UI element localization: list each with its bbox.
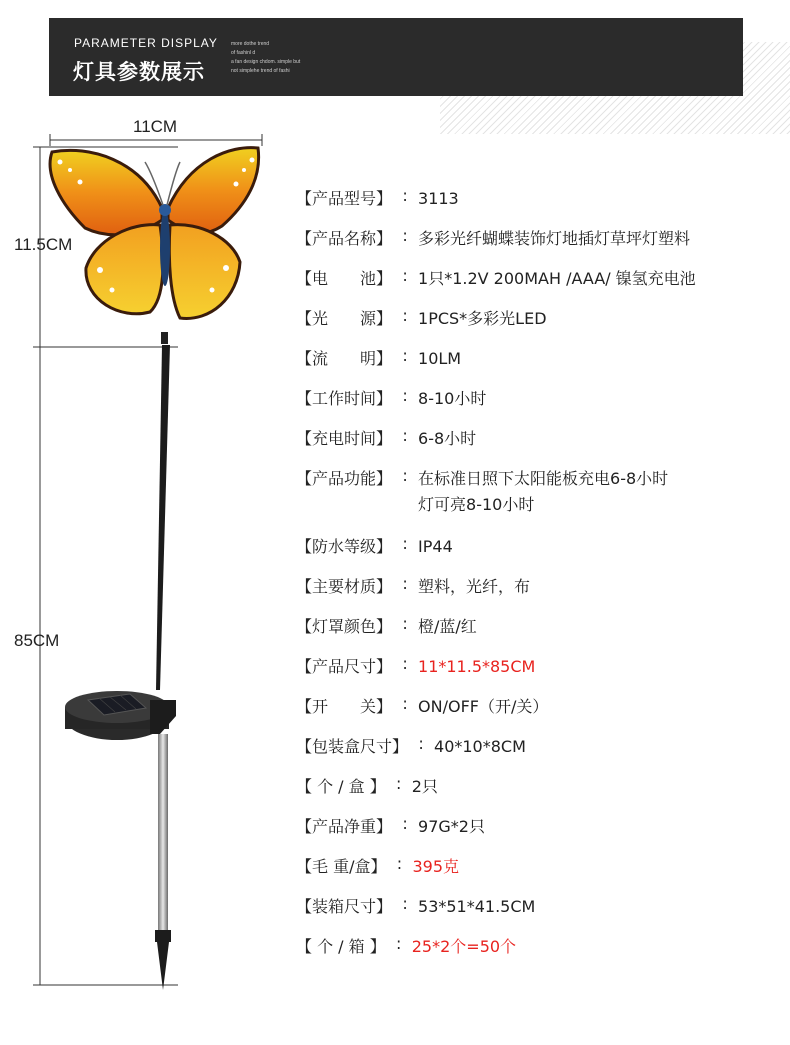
spec-label: 【开 关】 — [296, 697, 393, 716]
spec-label: 【电 池】 — [296, 269, 393, 288]
spec-value: 1PCS*多彩光LED — [418, 309, 547, 328]
spec-row-material — [296, 574, 530, 600]
header-small-line: more dothe trend — [231, 41, 270, 47]
spec-label: 【主要材质】 — [296, 577, 393, 596]
spec-row-battery — [296, 266, 696, 292]
spec-colon: : — [402, 186, 408, 205]
spec-colon: : — [402, 654, 408, 673]
spec-row-carton-size — [296, 894, 535, 920]
spec-colon: : — [402, 894, 408, 913]
spec-label: 【流 明】 — [296, 349, 393, 368]
spec-colon: : — [402, 614, 408, 633]
header-small-line: not simplehe trend of fashi — [231, 68, 290, 74]
spec-label: 【毛 重/盒】 — [296, 857, 387, 876]
spec-colon: : — [402, 266, 408, 285]
spec-colon: : — [396, 934, 402, 953]
spec-label: 【光 源】 — [296, 309, 393, 328]
spec-label: 【 个 / 盒 】 — [296, 777, 386, 796]
spec-colon: : — [402, 694, 408, 713]
solar-panel-icon — [65, 691, 176, 740]
spec-label: 【产品功能】 — [296, 469, 393, 488]
dimension-stake-height-label: 85CM — [14, 631, 60, 650]
spec-label: 【产品型号】 — [296, 189, 393, 208]
spec-label: 【产品名称】 — [296, 229, 393, 248]
spec-row-function — [296, 466, 668, 518]
spec-value: 25*2个=50个 — [411, 937, 517, 956]
spec-value: 6-8小时 — [418, 429, 477, 448]
spec-label: 【 个 / 箱 】 — [296, 937, 386, 956]
spec-colon: : — [402, 426, 408, 445]
spec-row-net-weight — [296, 814, 485, 840]
spec-value: 395克 — [412, 857, 460, 876]
spec-label: 【工作时间】 — [296, 389, 393, 408]
spec-colon: : — [402, 386, 408, 405]
spec-value: 1只*1.2V 200MAH /AAA/ 镍氢充电池 — [418, 269, 696, 288]
spec-row-charge-time — [296, 426, 476, 452]
spec-value: 3113 — [418, 189, 459, 208]
spec-value: 10LM — [418, 349, 462, 368]
spec-colon: : — [402, 346, 408, 365]
spec-colon: : — [396, 774, 402, 793]
spec-colon: : — [402, 226, 408, 245]
spec-value: IP44 — [418, 537, 453, 556]
header-title-en: PARAMETER DISPLAY — [74, 36, 218, 50]
spec-label: 【产品净重】 — [296, 817, 393, 836]
spec-row-model — [296, 186, 459, 212]
spec-row-per-box — [296, 774, 438, 800]
dimension-width-label: 11CM — [133, 117, 178, 136]
spec-label: 【防水等级】 — [296, 537, 393, 556]
spec-row-per-carton — [296, 934, 516, 960]
header-small-line: a fan design chdom. simple but — [231, 59, 301, 65]
spec-colon: : — [402, 574, 408, 593]
spec-value: 塑料，光纤，布 — [418, 577, 531, 596]
spec-colon: : — [396, 854, 403, 873]
spec-value: 在标准日照下太阳能板充电6-8小时 — [418, 469, 669, 488]
stake-lower — [155, 734, 171, 990]
spec-label: 【产品尺寸】 — [296, 657, 393, 676]
spec-value: 8-10小时 — [418, 389, 487, 408]
spec-row-waterproof — [296, 534, 453, 560]
spec-value-block — [418, 466, 668, 518]
stake-upper — [156, 332, 170, 690]
spec-row-lumen — [296, 346, 461, 372]
spec-row-light-source — [296, 306, 547, 332]
spec-label: 【灯罩颜色】 — [296, 617, 393, 636]
spec-row-size — [296, 654, 535, 680]
spec-value: 11*11.5*85CM — [418, 657, 536, 676]
spec-row-working-time — [296, 386, 486, 412]
spec-row-shade-color — [296, 614, 477, 640]
spec-colon: : — [402, 534, 408, 553]
spec-value: 97G*2只 — [418, 817, 485, 836]
spec-value: 53*51*41.5CM — [418, 897, 536, 916]
spec-row-name — [296, 226, 690, 252]
spec-value: 2只 — [411, 777, 438, 796]
spec-label: 【充电时间】 — [296, 429, 393, 448]
spec-colon: : — [402, 306, 408, 325]
spec-colon: : — [402, 814, 408, 833]
spec-label: 【装箱尺寸】 — [296, 897, 393, 916]
spec-row-switch — [296, 694, 548, 720]
spec-value: 橙/蓝/红 — [418, 617, 477, 636]
spec-value-line2: 灯可亮8-10小时 — [418, 495, 535, 514]
spec-colon: : — [418, 734, 424, 753]
spec-value: ON/OFF（开/关） — [418, 697, 549, 716]
spec-row-gross-weight — [296, 854, 459, 880]
product-illustration — [0, 0, 280, 1045]
spec-row-box-size — [296, 734, 526, 760]
butterfly-icon — [50, 148, 259, 319]
spec-value: 40*10*8CM — [434, 737, 526, 756]
spec-label: 【包装盒尺寸】 — [296, 737, 409, 756]
spec-value: 多彩光纤蝴蝶装饰灯地插灯草坪灯塑料 — [418, 229, 691, 248]
header-title-cn: 灯具参数展示 — [73, 60, 205, 84]
dimension-head-height-label: 11.5CM — [14, 235, 73, 254]
spec-colon: : — [402, 466, 408, 485]
header-small-line: of fashinl d — [231, 50, 256, 56]
